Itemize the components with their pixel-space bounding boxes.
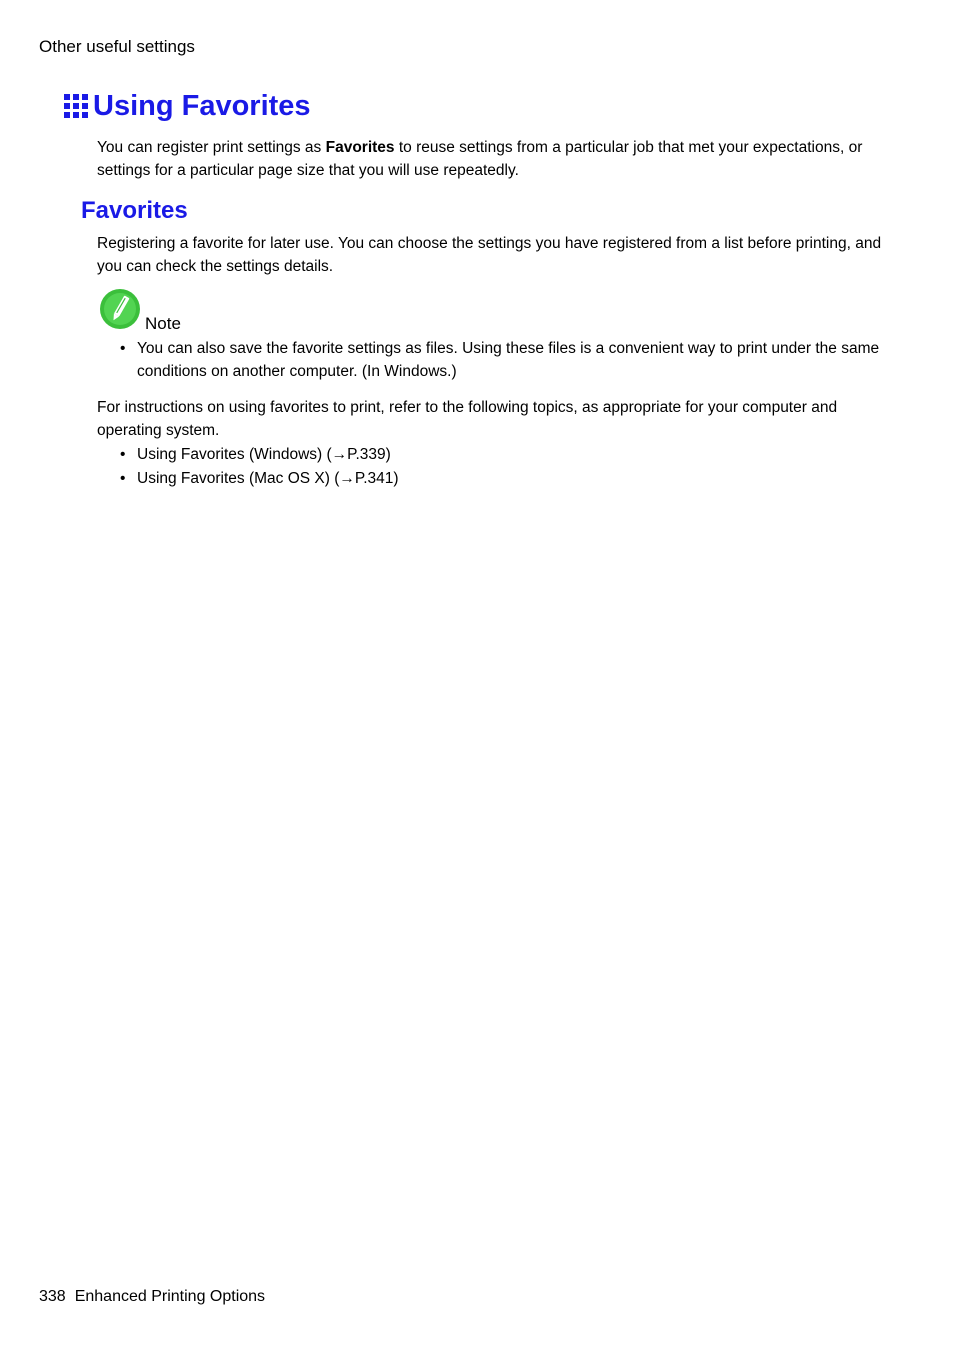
section-paragraph: Registering a favorite for later use. You can choose the settings you have registered from a list before printing, and you can check the settings details. <box>97 235 882 275</box>
intro-text-after: to reuse settings from a particular job that met your expectations, or settings for a particular page size that you will use repeatedly. <box>97 139 863 179</box>
grid-icon <box>64 94 88 118</box>
topic-link-list <box>120 443 880 490</box>
pencil-note-icon <box>99 288 141 330</box>
page-title: Using Favorites <box>93 90 311 122</box>
link-windows[interactable]: Using Favorites (Windows) (→P.339) <box>137 446 391 463</box>
bullet-icon: • <box>120 340 126 357</box>
list-item <box>120 467 880 490</box>
running-header: Other useful settings <box>39 37 195 56</box>
page-footer <box>39 1287 265 1307</box>
page-title-block <box>64 88 311 124</box>
list-item <box>120 443 880 466</box>
note-item-text: You can also save the favorite settings as files. Using these files is a convenient way to print under the same conditions on another computer. (In Windows.) <box>137 340 880 380</box>
list-item <box>120 337 880 383</box>
note-list <box>120 337 880 383</box>
bullet-icon: • <box>120 470 126 487</box>
note-label: Note <box>145 314 181 333</box>
bullet-icon: • <box>120 446 126 463</box>
chapter-title: Enhanced Printing Options <box>74 1288 266 1305</box>
link-mac-os-x[interactable]: Using Favorites (Mac OS X) (→P.341) <box>137 470 399 487</box>
instructions-paragraph: For instructions on using favorites to print, refer to the following topics, as appropriate for your computer and operating system. <box>97 399 838 439</box>
intro-text-before: You can register print settings as <box>97 139 326 156</box>
section-heading: Favorites <box>81 197 188 224</box>
intro-paragraph <box>97 136 882 182</box>
intro-bold-term: Favorites <box>325 139 395 156</box>
page-number: 338 <box>39 1288 66 1305</box>
